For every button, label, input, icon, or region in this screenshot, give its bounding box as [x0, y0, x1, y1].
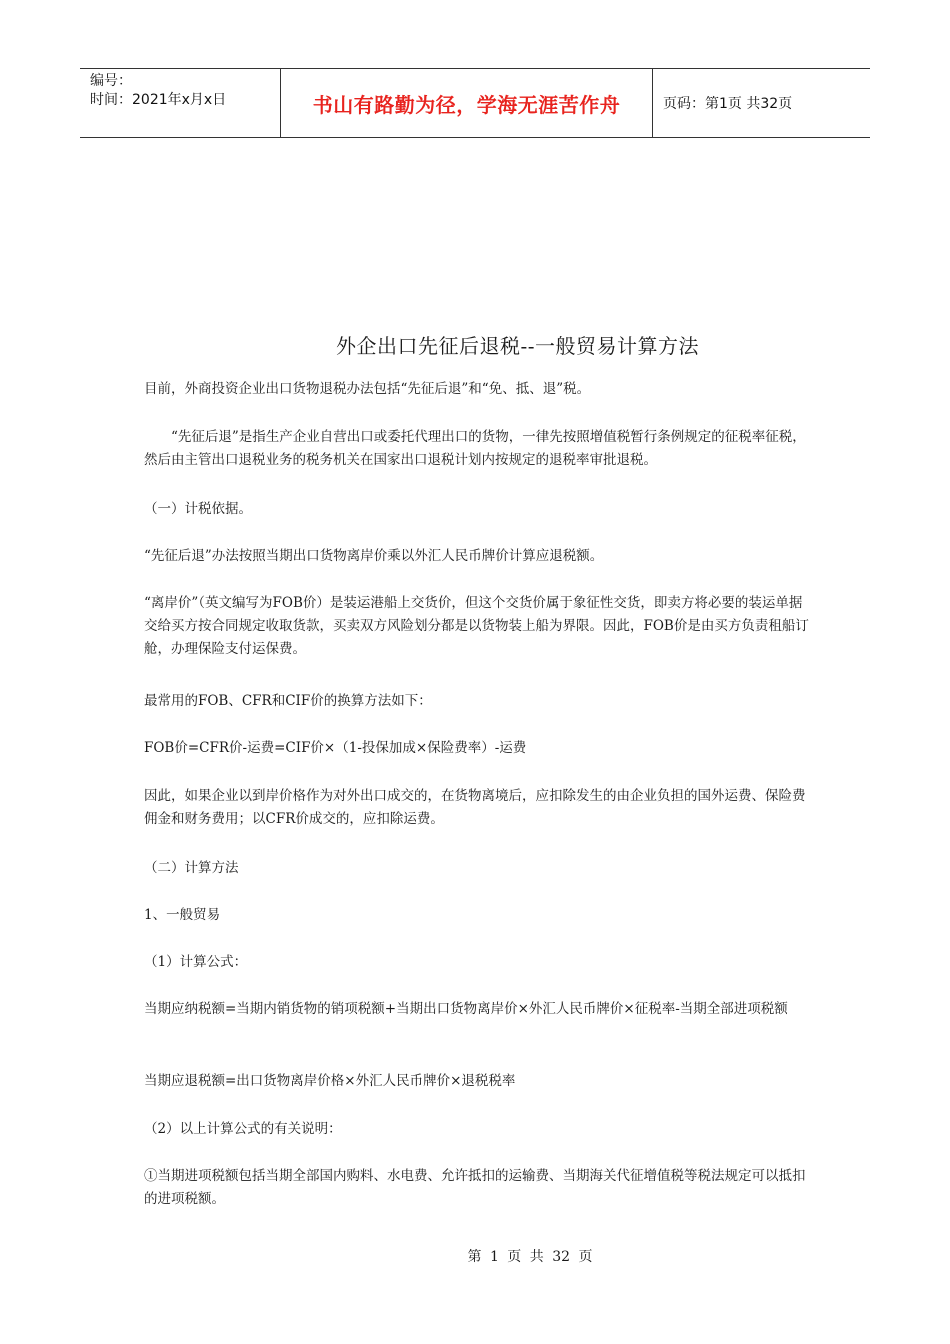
- document-title: 外企出口先征后退税--一般贸易计算方法: [335, 334, 699, 358]
- paragraph: 1、一般贸易: [144, 907, 221, 923]
- paragraph: （二）计算方法: [144, 860, 239, 876]
- paragraph: 当期应退税额=出口货物离岸价格×外汇人民币牌价×退税税率: [144, 1073, 516, 1089]
- document-header: [80, 68, 870, 138]
- page-info: 页码：第1页 共32页: [663, 96, 793, 112]
- paragraph: （1）计算公式：: [144, 954, 248, 970]
- paragraph: 当期应纳税额=当期内销货物的销项税额+当期出口货物离岸价×外汇人民币牌价×征税率-当期全部进项税额: [144, 1001, 788, 1017]
- paragraph: 最常用的FOB、CFR和CIF价的换算方法如下：: [144, 693, 432, 709]
- header-motto-cell: [281, 69, 653, 137]
- paragraph: FOB价=CFR价-运费=CIF价×（1-投保加成×保险费率）-运费: [144, 740, 527, 756]
- paragraph: 因此，如果企业以到岸价格作为对外出口成交的，在货物离境后，应扣除发生的由企业负担的国外运费、保险费佣金和财务费用；以CFR价成交的，应扣除运费。: [144, 788, 806, 827]
- paragraph: （一）计税依据。: [144, 501, 252, 517]
- paragraph: “先征后退”办法按照当期出口货物离岸价乘以外汇人民币牌价计算应退税额。: [144, 548, 604, 564]
- paragraph: “离岸价”（英文编写为FOB价）是装运港船上交货价，但这个交货价属于象征性交货，即卖方将必要的装运单据交给买方按合同规定收取货款，买卖双方风险划分都是以货物装上船为界限。因此，FOB价是由买方负责租船订舱，办理保险支付运保费。: [144, 595, 809, 657]
- paragraph: ①当期进项税额包括当期全部国内购料、水电费、允许抵扣的运输费、当期海关代征增值税等税法规定可以抵扣的进项税额。: [144, 1168, 806, 1207]
- time-label: 时间：2021年x月x日: [90, 92, 227, 108]
- number-label: 编号：: [90, 73, 132, 89]
- paragraph: “先征后退”是指生产企业自营出口或委托代理出口的货物，一律先按照增值税暂行条例规定的征税率征税，然后由主管出口退税业务的税务机关在国家出口退税计划内按规定的退税率审批退税。: [144, 429, 806, 468]
- paragraph: 目前，外商投资企业出口货物退税办法包括“先征后退”和“免、抵、退”税。: [144, 381, 591, 397]
- page-footer: 第 1 页 共 32 页: [467, 1249, 593, 1265]
- paragraph: （2）以上计算公式的有关说明：: [144, 1121, 342, 1137]
- motto-text: 书山有路勤为径，学海无涯苦作舟: [312, 92, 621, 117]
- header-meta-cell: [80, 69, 281, 137]
- header-page-cell: [653, 69, 870, 137]
